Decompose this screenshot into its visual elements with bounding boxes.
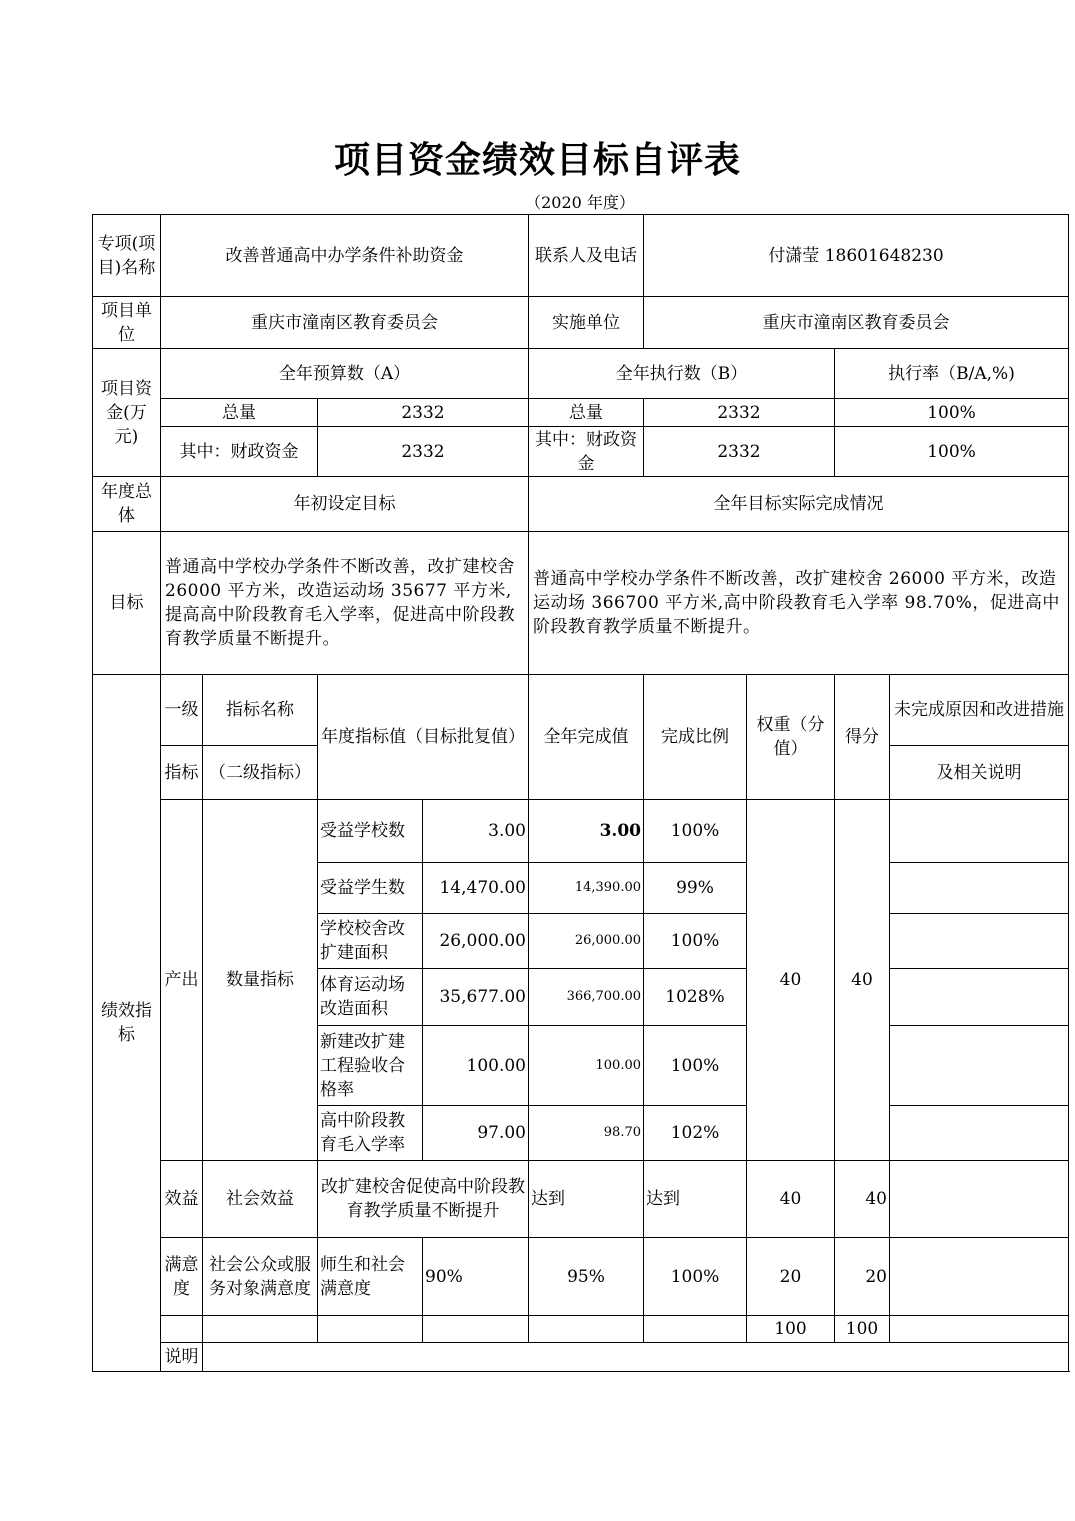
output-row-actual: 98.70 (529, 1106, 644, 1161)
output-row-reason (890, 1106, 1069, 1161)
indicators-label: 绩效指标 (93, 675, 161, 1372)
output-score: 40 (835, 800, 890, 1161)
initial-goal-text: 普通高中学校办学条件不断改善，改扩建校舍 26000 平方米，改造运动场 35677 平方米,提高高中阶段教育毛入学率，促进高中阶段教育教学质量不断提升。 (161, 532, 529, 675)
actual-goal-text: 普通高中学校办学条件不断改善，改扩建校舍 26000 平方米，改造运动场 366700 平方米,高中阶段教育毛入学率 98.70%，促进高中阶段教育教学质量不断提升。 (529, 532, 1069, 675)
budget-header: 全年预算数（A） (161, 349, 529, 399)
total-weight: 100 (747, 1316, 835, 1343)
benefit-actual: 达到 (529, 1161, 644, 1238)
output-row-name: 学校校舍改扩建面积 (318, 914, 423, 969)
satisfaction-reason (890, 1238, 1069, 1316)
contact-label: 联系人及电话 (529, 215, 644, 297)
fiscal-label: 其中：财政资金 (161, 427, 318, 477)
output-row-actual: 3.00 (529, 800, 644, 863)
reason-header-a: 未完成原因和改进措施 (890, 675, 1069, 746)
satisfaction-level2: 社会公众或服务对象满意度 (203, 1238, 318, 1316)
funds-label: 项目资金(万元) (93, 349, 161, 477)
output-row-target: 97.00 (423, 1106, 529, 1161)
total-blank (890, 1316, 1069, 1343)
goals-label-2: 目标 (93, 532, 161, 675)
total-score: 100 (835, 1316, 890, 1343)
output-row-name: 高中阶段教育毛入学率 (318, 1106, 423, 1161)
output-row-target: 14,470.00 (423, 863, 529, 914)
total-blank (161, 1316, 203, 1343)
output-row-target: 100.00 (423, 1026, 529, 1106)
satisfaction-name: 师生和社会满意度 (318, 1238, 423, 1316)
output-row-name: 新建改扩建工程验收合格率 (318, 1026, 423, 1106)
note-value (203, 1343, 1069, 1372)
output-row-target: 26,000.00 (423, 914, 529, 969)
benefit-level2: 社会效益 (203, 1161, 318, 1238)
project-unit-value: 重庆市潼南区教育委员会 (161, 297, 529, 349)
total-blank (318, 1316, 423, 1343)
output-level1: 产出 (161, 800, 203, 1161)
total-exec-label: 总量 (529, 399, 644, 427)
year-label: （2020 年度） (525, 193, 635, 212)
name-header-a: 指标名称 (203, 675, 318, 746)
output-row-target: 3.00 (423, 800, 529, 863)
total-blank (529, 1316, 644, 1343)
project-name-label: 专项(项目)名称 (93, 215, 161, 297)
output-weight: 40 (747, 800, 835, 1161)
fiscal-budget: 2332 (318, 427, 529, 477)
exec-header: 全年执行数（B） (529, 349, 835, 399)
total-blank (203, 1316, 318, 1343)
benefit-ratio: 达到 (644, 1161, 747, 1238)
contact-value: 付潇莹 18601648230 (644, 215, 1069, 297)
fiscal-exec-label: 其中：财政资金 (529, 427, 644, 477)
output-row-reason (890, 800, 1069, 863)
satisfaction-ratio: 100% (644, 1238, 747, 1316)
output-row-actual: 14,390.00 (529, 863, 644, 914)
name-header-b: （二级指标） (203, 746, 318, 800)
output-row-target: 35,677.00 (423, 969, 529, 1026)
impl-unit-value: 重庆市潼南区教育委员会 (644, 297, 1069, 349)
benefit-target: 改扩建校舍促使高中阶段教育教学质量不断提升 (318, 1161, 529, 1238)
reason-header-b: 及相关说明 (890, 746, 1069, 800)
satisfaction-level1: 满意度 (161, 1238, 203, 1316)
weight-header: 权重（分值） (747, 675, 835, 800)
total-budget: 2332 (318, 399, 529, 427)
fiscal-rate: 100% (835, 427, 1069, 477)
benefit-level1: 效益 (161, 1161, 203, 1238)
score-header: 得分 (835, 675, 890, 800)
output-row-name: 体育运动场改造面积 (318, 969, 423, 1026)
satisfaction-actual: 95% (529, 1238, 644, 1316)
output-row-reason (890, 1026, 1069, 1106)
project-unit-label: 项目单位 (93, 297, 161, 349)
rate-header: 执行率（B/A,%) (835, 349, 1069, 399)
output-row-reason (890, 914, 1069, 969)
total-exec: 2332 (644, 399, 835, 427)
goals-label: 年度总体 (93, 477, 161, 532)
actual-header: 全年完成值 (529, 675, 644, 800)
benefit-weight: 40 (747, 1161, 835, 1238)
output-row-ratio: 1028% (644, 969, 747, 1026)
total-label: 总量 (161, 399, 318, 427)
output-row-reason (890, 863, 1069, 914)
output-row-ratio: 100% (644, 800, 747, 863)
output-row-ratio: 102% (644, 1106, 747, 1161)
note-label: 说明 (161, 1343, 203, 1372)
output-row-ratio: 99% (644, 863, 747, 914)
output-row-actual: 100.00 (529, 1026, 644, 1106)
output-row-reason (890, 969, 1069, 1026)
output-row-name: 受益学校数 (318, 800, 423, 863)
total-blank (423, 1316, 529, 1343)
satisfaction-target: 90% (423, 1238, 529, 1316)
level1-header-b: 指标 (161, 746, 203, 800)
output-row-actual: 26,000.00 (529, 914, 644, 969)
evaluation-table (92, 214, 1069, 1372)
benefit-reason (890, 1161, 1069, 1238)
project-name-value: 改善普通高中办学条件补助资金 (161, 215, 529, 297)
ratio-header: 完成比例 (644, 675, 747, 800)
impl-unit-label: 实施单位 (529, 297, 644, 349)
level1-header-a: 一级 (161, 675, 203, 746)
output-row-ratio: 100% (644, 914, 747, 969)
actual-goal-header: 全年目标实际完成情况 (529, 477, 1069, 532)
initial-goal-header: 年初设定目标 (161, 477, 529, 532)
output-row-name: 受益学生数 (318, 863, 423, 914)
satisfaction-weight: 20 (747, 1238, 835, 1316)
output-row-ratio: 100% (644, 1026, 747, 1106)
total-blank (644, 1316, 747, 1343)
fiscal-exec: 2332 (644, 427, 835, 477)
output-level2: 数量指标 (203, 800, 318, 1161)
total-rate: 100% (835, 399, 1069, 427)
benefit-score: 40 (835, 1161, 890, 1238)
page-title: 项目资金绩效目标自评表 (333, 139, 741, 181)
satisfaction-score: 20 (835, 1238, 890, 1316)
output-row-actual: 366,700.00 (529, 969, 644, 1026)
target-header: 年度指标值（目标批复值） (318, 675, 529, 800)
